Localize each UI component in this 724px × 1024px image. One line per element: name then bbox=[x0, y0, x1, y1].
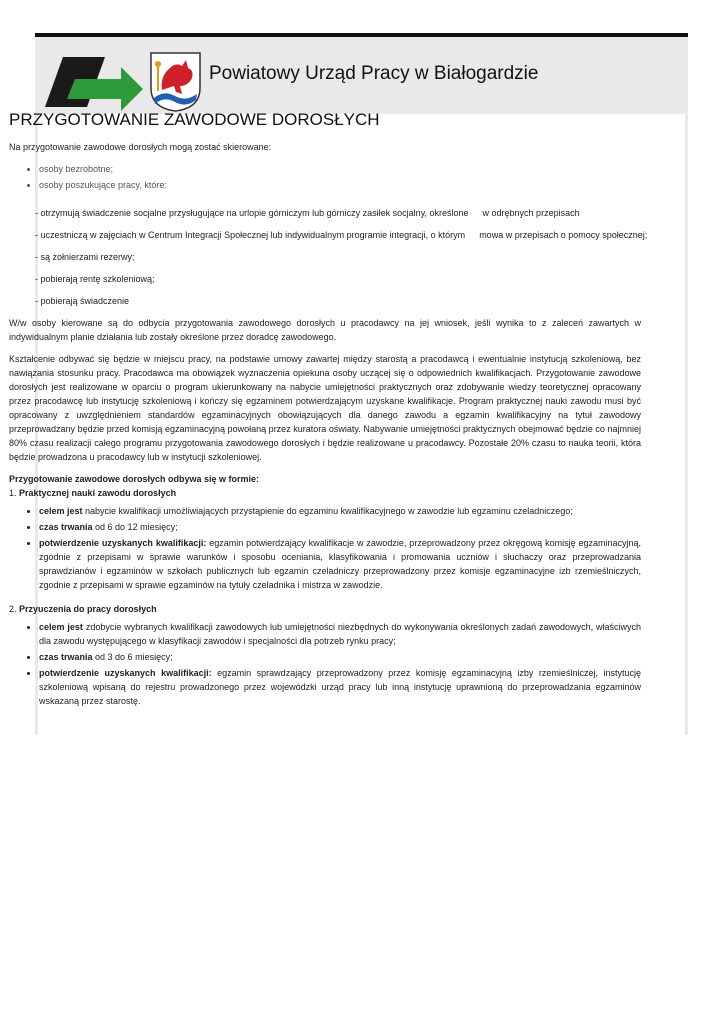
paragraph: W/w osoby kierowane są do odbycia przygotowania zawodowego dorosłych u pracodawcy na jej wniosek, jeśli wynika to z zaleceń zawartych w indywidualnym planie działania lub zostały określone przez doradcę zawodowego. bbox=[9, 318, 641, 342]
section-list bbox=[9, 504, 641, 592]
section-list bbox=[9, 620, 641, 708]
condition-item: - pobierają rentę szkoleniową; bbox=[35, 274, 155, 284]
section-title: 2. Przyuczenia do pracy dorosłych bbox=[9, 604, 157, 614]
list-item: • czas trwania od 3 do 6 miesięcy; bbox=[39, 650, 641, 664]
arrows-logo-icon[interactable] bbox=[39, 49, 145, 111]
list-item: • osoby poszukujące pracy, które: bbox=[39, 178, 641, 192]
condition-item: - pobierają świadczenie bbox=[35, 296, 130, 306]
article-heading: PRZYGOTOWANIE ZAWODOWE DOROSŁYCH bbox=[9, 110, 380, 129]
list-item: • potwierdzenie uzyskanych kwalifikacji: egzamin potwierdzający kwalifikacje w zawodzie, przeprowadzony przez okręgową komisję egzaminacyjną, zgodnie z przepisami w sprawie warunków i sposobu oceniania, klasyfikowania i promowania uczniów i słuchaczy oraz przeprowadzania sprawdzianów i egzaminów w szkołach publicznych lub egzamin czeladniczy przeprowadzony przez komisje egzaminacyjne izb rzemieślniczych, zgodnie z przepisami w sprawie egzaminów na tytuły czeladnika i mistrza w zawodzie. bbox=[39, 536, 641, 592]
list-item: • osoby bezrobotne; bbox=[39, 162, 641, 176]
forms-heading: Przygotowanie zawodowe dorosłych odbywa się w formie: bbox=[9, 474, 260, 484]
list-item: • potwierdzenie uzyskanych kwalifikacji: egzamin sprawdzający przeprowadzony przez komisję egzaminacyjną izby rzemieślniczej, instytucję szkoleniową wpisaną do rejestru prowadzonego przez wojewódzki urząd pracy lub inną instytucję uprawnioną do przeprowadzania egzaminów wskazaną przez starostę. bbox=[39, 666, 641, 708]
article bbox=[9, 110, 648, 714]
target-groups-list bbox=[9, 162, 641, 192]
list-item: • celem jest zdobycie wybranych kwalifikacji zawodowych lub umiejętności niezbędnych do wykonywania określonych zadań zawodowych, właściwych dla zawodu występującego w klasyfikacji zawodów i specjalności dla potrzeb rynku pracy; bbox=[39, 620, 641, 648]
griffin-crest-icon[interactable] bbox=[148, 50, 203, 113]
condition-item: - są żołnierzami rezerwy; bbox=[35, 252, 135, 262]
condition-item: - uczestniczą w zajęciach w Centrum Integracji Społecznej lub indywidualnym programie integracji, o którym mowa w przepisach o pomocy społecznej; bbox=[35, 230, 648, 240]
site-header bbox=[35, 37, 688, 114]
section-title: 1. Praktycznej nauki zawodu dorosłych bbox=[9, 488, 177, 498]
site-title[interactable]: Powiatowy Urząd Pracy w Białogardzie bbox=[209, 63, 539, 84]
condition-item: - otrzymują świadczenie socjalne przysługujące na urlopie górniczym lub górniczy zasiłek socjalny, określone w odrębnych przepisach bbox=[35, 208, 580, 218]
paragraph: Kształcenie odbywać się będzie w miejscu pracy, na podstawie umowy zawartej między starostą a pracodawcą i ewentualnie instytucją szkoleniową, bez nawiązania stosunku pracy. Pracodawca ma obowiązek wyznaczenia opiekuna osoby uczącej się o odpowiednich kwalifikacjach. Przygotowanie zawodowe dorosłych jest realizowane w oparciu o program ukierunkowany na nabycie umiejętności praktycznych oraz zdobywanie wiedzy teoretycznej opracowany przez pracodawcę lub instytucję szkoleniową i kończy się egzaminem potwierdzającym uzyskane kwalifikacje. Program praktycznej nauki zawodu musi być opracowany z uwzględnieniem standardów egzaminacyjnych obowiązujących dla danego zawodu a egzamin kwalifikacyjny na tytuł zawodowy przeprowadzany będzie przed komisją egzaminacyjną powołaną przez kuratora oświaty. Nabywanie umiejętności praktycznych obejmować będzie co najmniej 80% czasu realizacji całego programu przygotowania zawodowego dorosłych i będzie realizowane u pracodawcy. Pozostałe 20% czasu to nauka teorii, która będzie prowadzona u pracodawcy lub w instytucji szkoleniowej. bbox=[9, 354, 641, 462]
list-item: • czas trwania od 6 do 12 miesięcy; bbox=[39, 520, 641, 534]
list-item: • celem jest nabycie kwalifikacji umożliwiających przystąpienie do egzaminu kwalifikacyjnego w zawodzie lub egzaminu czeladniczego; bbox=[39, 504, 641, 518]
intro-text: Na przygotowanie zawodowe dorosłych mogą zostać skierowane: bbox=[9, 142, 272, 152]
